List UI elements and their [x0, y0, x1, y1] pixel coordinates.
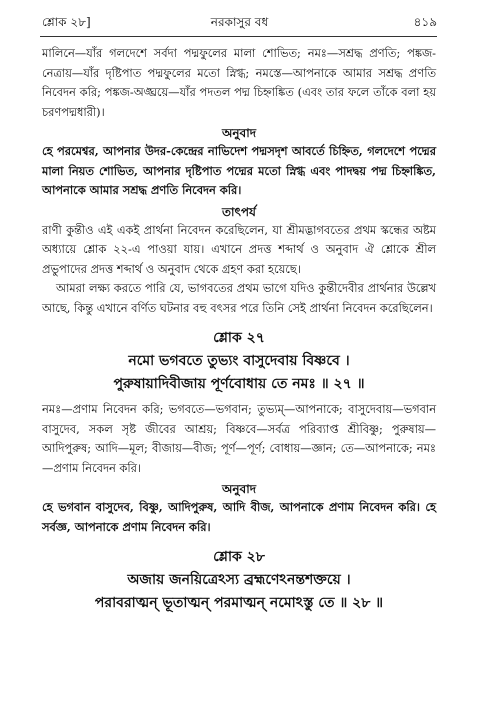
page-number: ৪১৯ [413, 15, 437, 29]
translation-heading: অনুবাদ [221, 126, 257, 140]
verse-27-synonyms: নমঃ—প্রণাম নিবেদন করি; ভগবতে—ভগবান; তুভ্যম্—আপনাকে; বাসুদেবায়—ভগবান বাসুদেব, সকল সৃষ্ট জীবের আশ্রয়; বিষ্ণবে—সর্বত্র পরিব্যাপ্ত শ্রীবিষ্ণু; পুরুষায়—আদিপুরুষ; আদি—মূল; বীজায়—বীজ; পূর্ণ—পূর্ণ; বোধায়—জ্ঞান; তে—আপনাকে; নমঃ—প্রণাম নিবেদন করি। [42, 402, 436, 475]
header-rule [40, 36, 437, 37]
page-content [42, 44, 436, 615]
verse-27-translation: হে ভগবান বাসুদেব, বিষ্ণু, আদিপুরুষ, আদি বীজ, আপনাকে প্রণাম নিবেদন করি। হে সর্বজ্ঞ, আপনাকে প্রণাম নিবেদন করি। [42, 500, 436, 534]
synonyms-paragraph: মালিনে—যাঁর গলদেশে সর্বদা পদ্মফুলের মালা শোভিত; নমঃ—সশ্রদ্ধ প্রণতি; পঙ্কজ-নেত্রায়—যাঁর দৃষ্টিপাত পদ্মফুলের মতো স্নিগ্ধ; নমস্তে—আপনাকে আমার সশ্রদ্ধ প্রণতি নিবেদন করি; পঙ্কজ-অঙ্ঘ্রয়ে—যাঁর পদতল পদ্ম চিহ্নাঙ্কিত (এবং তার ফলে তাঁকে বলা হয় চরণপদ্মধারী)। [42, 46, 436, 119]
chapter-title: নরকাসুর বধ [210, 15, 269, 29]
translation-paragraph: হে পরমেশ্বর, আপনার উদর-কেন্দ্রের নাভিদেশ পদ্মসদৃশ আবর্তে চিহ্নিত, গলদেশে পদ্মের মালা নিয়ত শোভিত, আপনার দৃষ্টিপাত পদ্মের মতো স্নিগ্ধ এবং পাদদ্বয় পদ্ম চিহ্নাঙ্কিত, আপনাকে আমার সশ্রদ্ধ প্রণতি নিবেদন করি। [42, 144, 436, 197]
verse-27-translation-heading: অনুবাদ [221, 482, 257, 496]
page-header [42, 14, 437, 34]
verse-28-line-1: অজায় জনয়িত্রেঽস্য ব্রহ্মণেঽনন্তশক্তয়ে । [127, 572, 351, 588]
verse-27-line-2: পুরুষায়াদিবীজায় পূর্ণবোধায় তে নমঃ ॥ ২৭ ॥ [113, 376, 365, 392]
verse-28-line-2: পরাবরাত্মন্ ভূতাত্মন্ পরমাত্মন্ নমোঽস্তু তে ॥ ২৮ ॥ [94, 595, 384, 611]
purport-heading: তাৎপর্য [222, 204, 256, 219]
purport-paragraph-2: আমরা লক্ষ্য করতে পারি যে, ভাগবতের প্রথম ভাগে যদিও কুন্তীদেবীর প্রার্থনার উল্লেখ আছে, কিন্তু এখানে বর্ণিত ঘটনার বহু বৎসর পরে তিনি সেই প্রার্থনা নিবেদন করেছিলেন। [42, 281, 436, 315]
verse-27-line-1: নমো ভগবতে তুভ্যং বাসুদেবায় বিষ্ণবে । [128, 353, 350, 369]
verse-27-heading: শ্লোক ২৭ [213, 330, 265, 346]
verse-28-heading: শ্লোক ২৮ [213, 549, 265, 565]
purport-paragraph-1: রাণী কুন্তীও এই একই প্রার্থনা নিবেদন করেছিলেন, যা শ্রীমদ্ভাগবতের প্রথম স্কন্ধের অষ্টম অধ্যায়ে শ্লোক ২২-এ পাওয়া যায়। এখানে প্রদত্ত শব্দার্থ ও অনুবাদ ঐ শ্লোকে শ্রীল প্রভুপাদের প্রদত্ত শব্দার্থ ও অনুবাদ থেকে গ্রহণ করা হয়েছে। [42, 222, 436, 276]
verse-reference: শ্লোক ২৮] [42, 15, 91, 29]
